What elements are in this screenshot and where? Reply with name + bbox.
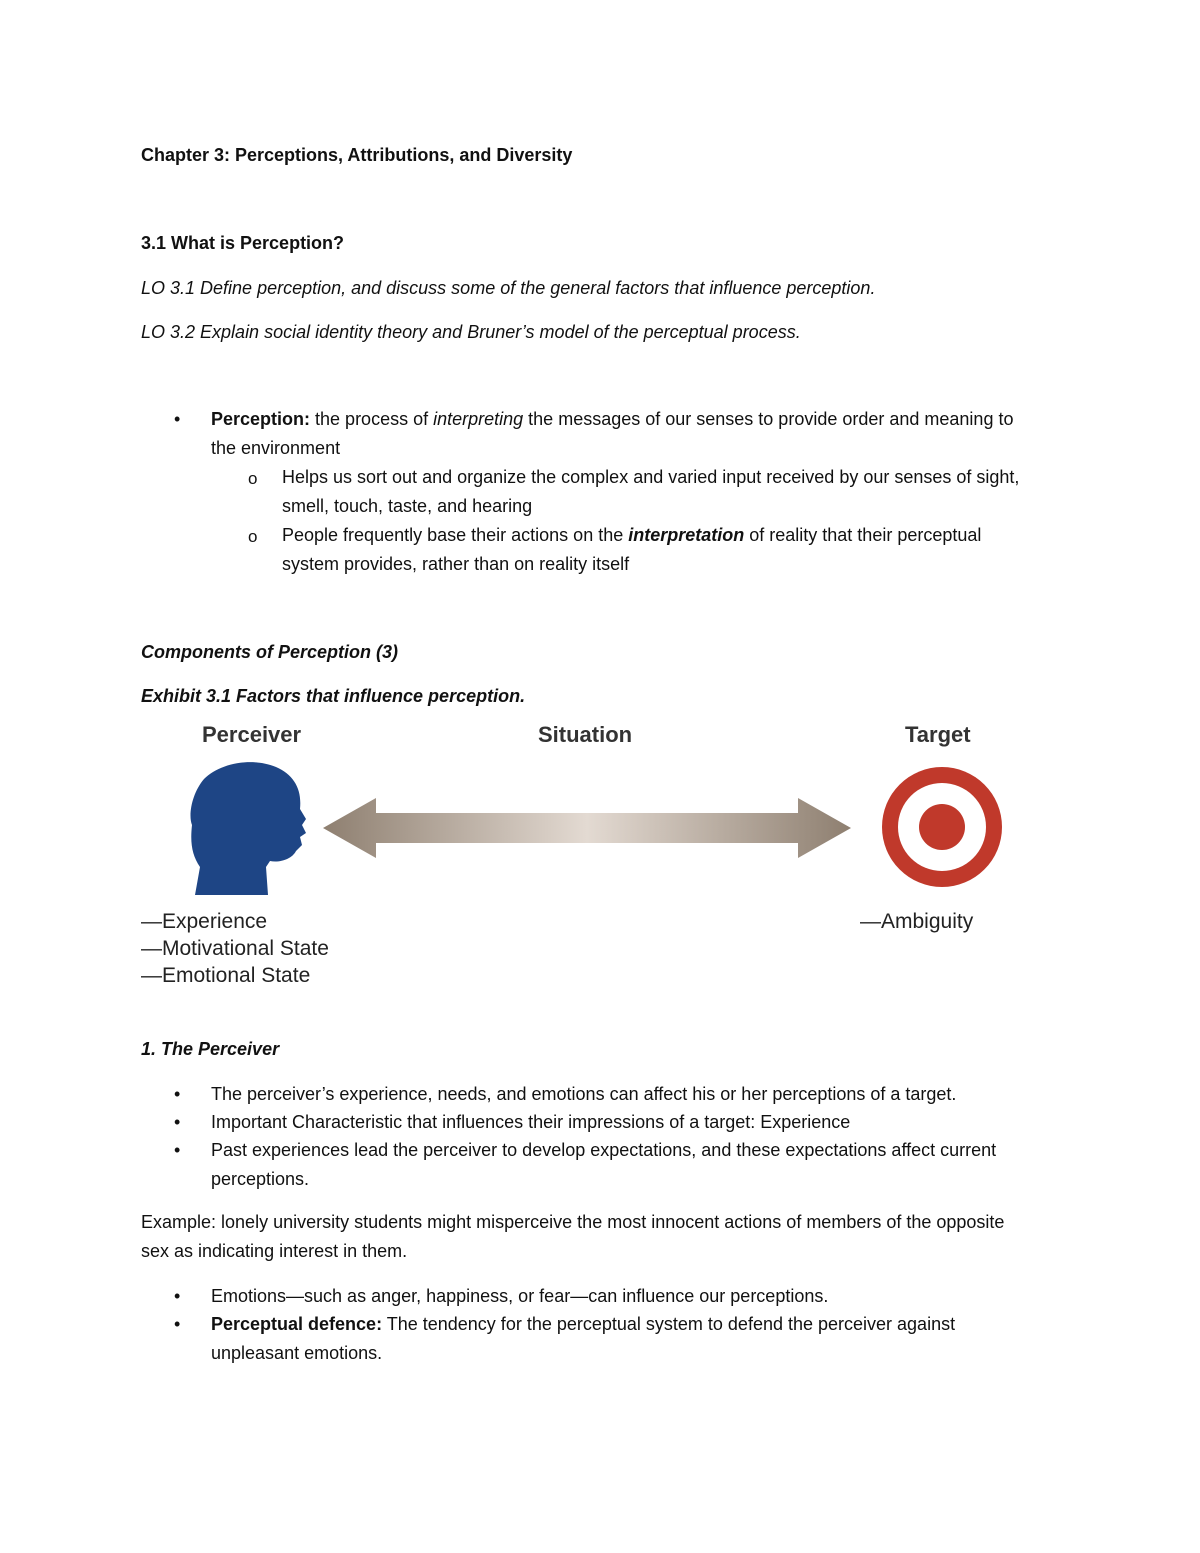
perceiver-factor: —Emotional State xyxy=(141,964,311,986)
perception-text-b: the messages of our senses to provide order and meaning to the environment xyxy=(211,409,1014,458)
bullet-marker: • xyxy=(174,1140,181,1160)
perception-term: Perception: xyxy=(211,409,311,429)
exhibit-caption: Exhibit 3.1 Factors that influence perception. xyxy=(141,686,526,706)
bullet-marker: • xyxy=(174,1314,181,1334)
perception-sub-2 xyxy=(282,521,982,579)
sub-bullet-marker: o xyxy=(248,527,258,546)
perception-definition xyxy=(211,405,1021,463)
components-heading: Components of Perception (3) xyxy=(141,642,399,662)
perceptual-defence-text: The tendency for the perceptual system to defend the perceiver against unpleasant emotions. xyxy=(211,1314,956,1363)
example-paragraph: Example: lonely university students might misperceive the most innocent actions of members of the opposite sex as indicating interest in them. xyxy=(141,1212,1005,1261)
perceiver-bullet-2: Important Characteristic that influences their impressions of a target: Experience xyxy=(211,1112,851,1132)
perceiver-heading: 1. The Perceiver xyxy=(141,1039,280,1059)
sub2-emphasis: interpretation xyxy=(628,525,745,545)
sub2-text-a: People frequently base their actions on the xyxy=(282,525,629,545)
target-icon xyxy=(882,767,1002,887)
learning-objective-2: LO 3.2 Explain social identity theory and Bruner’s model of the perceptual process. xyxy=(141,322,801,342)
perceiver-bullet-1: The perceiver’s experience, needs, and emotions can affect his or her perceptions of a target. xyxy=(211,1084,957,1104)
perceptual-defence-bullet xyxy=(211,1310,1021,1368)
target-factor: —Ambiguity xyxy=(860,910,974,933)
exhibit-diagram xyxy=(140,755,1020,905)
situation-arrow xyxy=(323,798,851,858)
bullet-marker: • xyxy=(174,1084,181,1104)
target-label: Target xyxy=(905,722,971,747)
perceiver-bullet-3: Past experiences lead the perceiver to develop expectations, and these expectations affect current perceptions. xyxy=(211,1140,997,1189)
bullet-marker: • xyxy=(174,1112,181,1132)
perceptual-defence-term: Perceptual defence: xyxy=(211,1314,383,1334)
perception-sub-1: Helps us sort out and organize the complex and varied input received by our senses of sight, smell, touch, taste, and hearing xyxy=(282,467,1020,516)
perceiver-factor: —Motivational State xyxy=(141,937,329,960)
chapter-title: Chapter 3: Perceptions, Attributions, and Diversity xyxy=(141,145,573,165)
section-heading: 3.1 What is Perception? xyxy=(141,233,345,253)
sub-bullet-marker: o xyxy=(248,469,258,488)
perceiver-factors xyxy=(141,908,329,986)
head-silhouette-icon xyxy=(191,762,307,895)
target-factors xyxy=(860,908,973,935)
situation-label: Situation xyxy=(538,722,633,747)
perception-emphasis: interpreting xyxy=(433,409,524,429)
bullet-marker: • xyxy=(174,1286,181,1306)
emotions-bullet: Emotions—such as anger, happiness, or fear—can influence our perceptions. xyxy=(211,1286,829,1306)
sub2-text-b: of reality that their perceptual system provides, rather than on reality itself xyxy=(282,525,982,574)
perceiver-label: Perceiver xyxy=(202,722,302,747)
perceiver-factor: —Experience xyxy=(141,910,268,933)
perception-text-a: the process of xyxy=(310,409,434,429)
bullet-marker: • xyxy=(174,409,181,429)
learning-objective-1: LO 3.1 Define perception, and discuss some of the general factors that influence perception. xyxy=(141,278,876,298)
